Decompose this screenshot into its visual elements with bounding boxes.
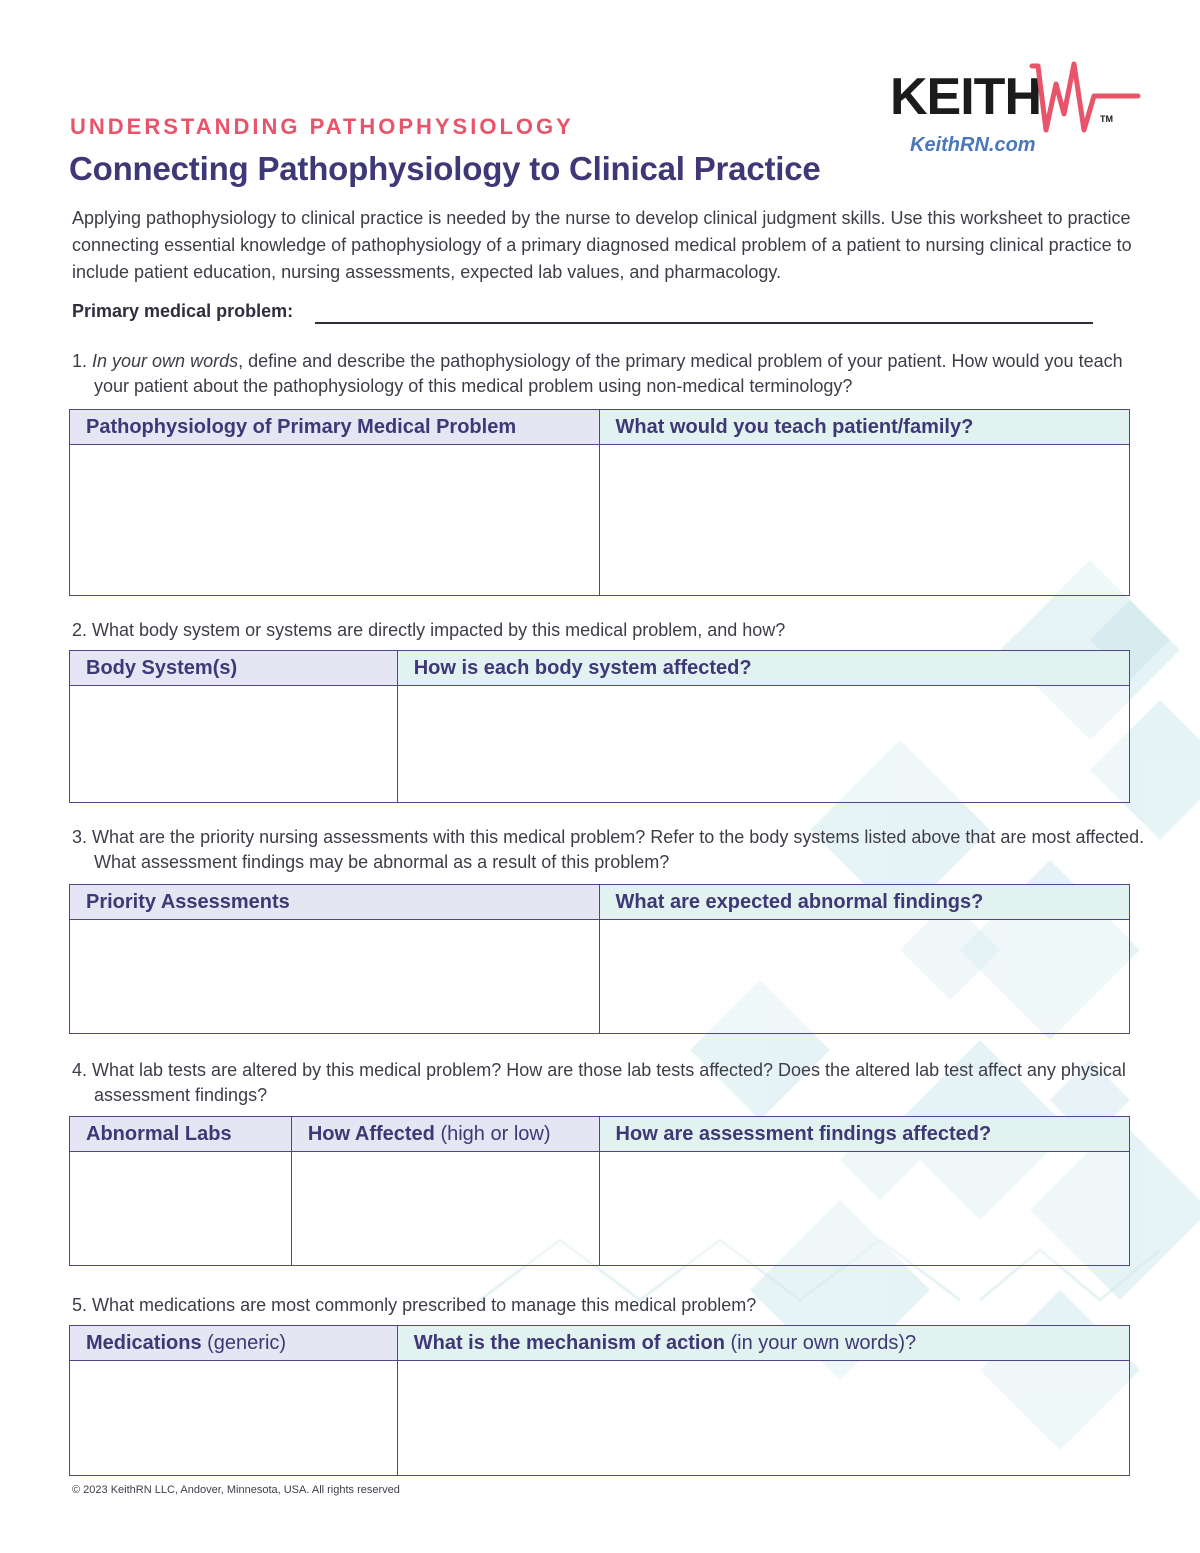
cell-body-systems[interactable]	[70, 686, 398, 803]
question-1-number: 1.	[72, 351, 93, 371]
primary-problem-field[interactable]	[315, 322, 1093, 324]
header-assessment-findings-affected: How are assessment findings affected?	[599, 1117, 1129, 1152]
svg-text:KEITH: KEITH	[890, 68, 1041, 126]
header-mechanism-of-action	[397, 1326, 1129, 1361]
eyebrow-heading: UNDERSTANDING PATHOPHYSIOLOGY	[70, 114, 574, 139]
header-abnormal-labs: Abnormal Labs	[70, 1117, 292, 1152]
cell-priority-assessments[interactable]	[70, 920, 600, 1034]
cell-assessment-findings-affected[interactable]	[599, 1152, 1129, 1266]
question-1-rest: , define and describe the pathophysiology of the primary medical problem of your patient. How would you teach your patient about the pathophysiology of this medical problem using non-medical terminology?	[94, 351, 1123, 396]
table-body-systems	[69, 650, 1130, 803]
header-pathophysiology: Pathophysiology of Primary Medical Problem	[70, 410, 600, 445]
primary-problem-row	[72, 301, 1102, 327]
logo-url: KeithRN.com	[910, 134, 1036, 156]
cell-pathophysiology[interactable]	[70, 445, 600, 596]
question-1-emphasis: In your own words	[92, 351, 239, 371]
header-medications-light: (generic)	[201, 1331, 287, 1354]
cell-medications[interactable]	[70, 1361, 398, 1476]
page-title: Connecting Pathophysiology to Clinical Practice	[69, 150, 821, 187]
header-body-system-affected: How is each body system affected?	[397, 651, 1129, 686]
intro-paragraph: Applying pathophysiology to clinical practice is needed by the nurse to develop clinical judgment skills. Use this worksheet to practice connecting essential knowledge of pathophysiology of a primary diagnosed medical problem of a patient to nursing clinical practice to include patient education, nursing assessments, expected lab values, and pharmacology.	[72, 208, 1132, 282]
svg-text:TM: TM	[1100, 114, 1113, 124]
header-mechanism-bold: What is the mechanism of action	[413, 1331, 725, 1354]
header-how-affected-light: (high or low)	[434, 1122, 551, 1145]
cell-how-affected[interactable]	[291, 1152, 599, 1266]
header-abnormal-findings: What are expected abnormal findings?	[599, 885, 1129, 920]
cell-teach-patient[interactable]	[599, 445, 1130, 596]
header-body-systems: Body System(s)	[70, 651, 398, 686]
question-1	[72, 349, 1154, 399]
header-mechanism-light: (in your own words)?	[724, 1331, 917, 1354]
cell-abnormal-labs[interactable]	[70, 1152, 292, 1266]
cell-mechanism-of-action[interactable]	[397, 1361, 1129, 1476]
table-priority-assessments	[69, 884, 1130, 1034]
question-4: 4. What lab tests are altered by this medical problem? How are those lab tests affected? Does the altered lab test affect any physical assessment findings?	[72, 1060, 1126, 1105]
cell-body-system-affected[interactable]	[397, 686, 1129, 803]
table-abnormal-labs	[69, 1116, 1130, 1266]
copyright-footer: © 2023 KeithRN LLC, Andover, Minnesota, USA. All rights reserved	[72, 1484, 400, 1496]
header-medications	[70, 1326, 398, 1361]
table-pathophysiology	[69, 409, 1130, 596]
cell-abnormal-findings[interactable]	[599, 920, 1129, 1034]
table-medications	[69, 1325, 1130, 1476]
header-priority-assessments: Priority Assessments	[70, 885, 600, 920]
header-teach-patient: What would you teach patient/family?	[599, 410, 1130, 445]
header-how-affected-bold: How Affected	[307, 1122, 435, 1145]
question-3: 3. What are the priority nursing assessments with this medical problem? Refer to the body systems listed above that are most affected. What assessment findings may be abnormal as a result of this problem?	[72, 827, 1145, 872]
header-how-affected	[291, 1117, 599, 1152]
primary-problem-label: Primary medical problem:	[72, 301, 294, 321]
header-medications-bold: Medications	[86, 1331, 202, 1354]
question-2: 2. What body system or systems are directly impacted by this medical problem, and how?	[72, 620, 786, 640]
question-5: 5. What medications are most commonly prescribed to manage this medical problem?	[72, 1295, 757, 1315]
